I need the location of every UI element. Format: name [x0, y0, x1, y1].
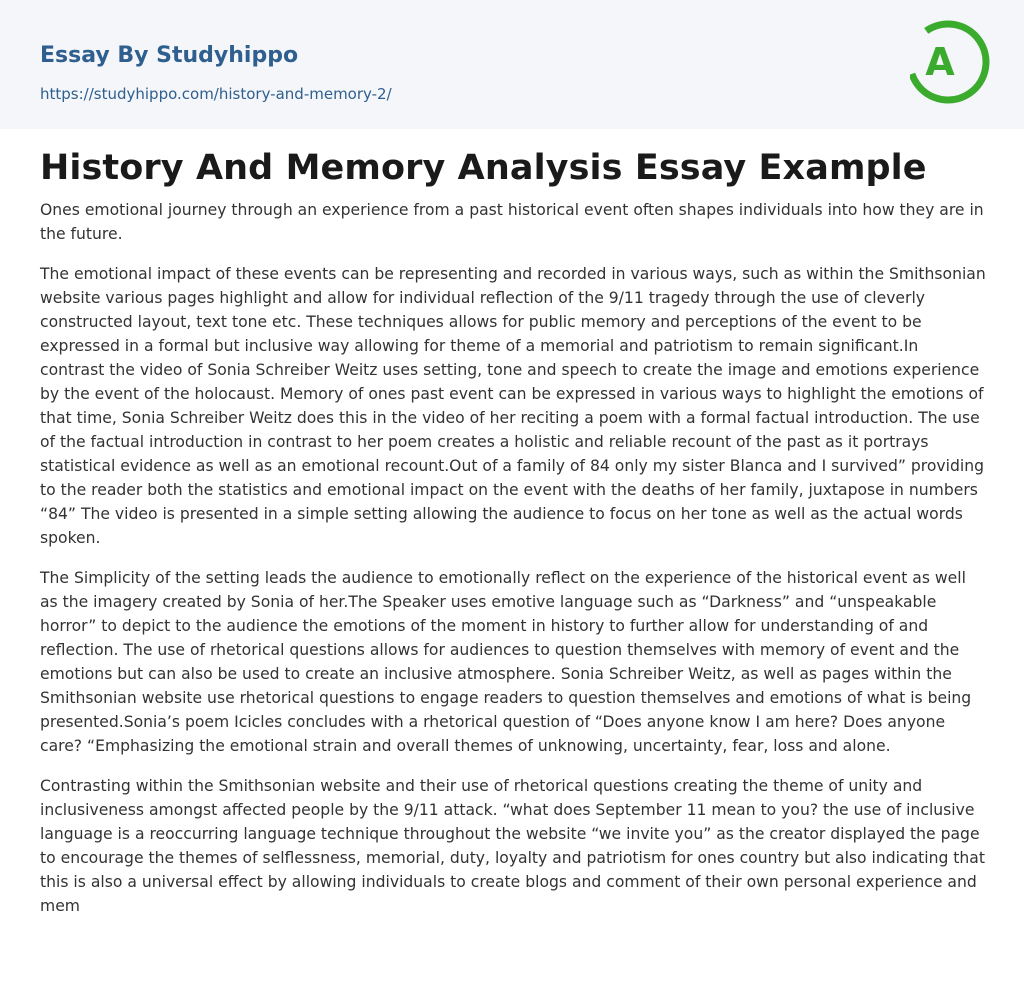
site-title[interactable]: Essay By Studyhippo: [40, 43, 299, 68]
essay-paragraph: Ones emotional journey through an experience from a past historical event often shapes individuals into how they are in the future.: [40, 201, 984, 243]
logo-letter: A: [925, 40, 955, 84]
essay-paragraph: Contrasting within the Smithsonian website and their use of rhetorical questions creating the theme of unity and inclusiveness amongst affected people by the 9/11 attack. “what does September 11 mean to you? the use of inclusive language is a reoccurring language technique throughout the website “we invite you” as the creator displayed the page to encourage the themes of selflessness, memorial, duty, loyalty and patriotism for ones country but also indicating that this is also a universal effect by allowing individuals to create blogs and comment of their own personal experience and mem: [40, 777, 985, 915]
source-url-link[interactable]: https://studyhippo.com/history-and-memory-2/: [40, 85, 392, 103]
page-title: History And Memory Analysis Essay Example: [40, 148, 927, 188]
essay-paragraph: The Simplicity of the setting leads the audience to emotionally reflect on the experience of the historical event as well as the imagery created by Sonia of her.The Speaker uses emotive language such as “Darkness” and “unspeakable horror” to depict to the audience the emotions of the moment in history to further allow for understanding of and reflection. The use of rhetorical questions allows for audiences to question themselves with memory of event and the emotions but can also be used to create an inclusive atmosphere. Sonia Schreiber Weitz, as well as pages within the Smithsonian website use rhetorical questions to engage readers to question themselves and emotions of what is being presented.Sonia’s poem Icicles concludes with a rhetorical question of “Does anyone know I am here? Does anyone care? “Emphasizing the emotional strain and overall themes of unknowing, uncertainty, fear, loss and alone.: [40, 569, 972, 755]
essay-paragraph: The emotional impact of these events can be representing and recorded in various ways, such as within the Smithsonian website various pages highlight and allow for individual reflection of the 9/11 tragedy through the use of cleverly constructed layout, text tone etc. These techniques allows for public memory and perceptions of the event to be expressed in a formal but inclusive way allowing for theme of a memorial and patriotism to remain significant.In contrast the video of Sonia Schreiber Weitz uses setting, tone and speech to create the image and emotions experience by the event of the holocaust. Memory of ones past event can be expressed in various ways to highlight the emotions of that time, Sonia Schreiber Weitz does this in the video of her reciting a poem with a formal factual introduction. The use of the factual introduction in contrast to her poem creates a holistic and reliable recount of the past as it portrays statistical evidence as well as an emotional recount.Out of a family of 84 only my sister Blanca and I survived” providing to the reader both the statistics and emotional impact on the event with the deaths of her family, juxtapose in numbers “84” The video is presented in a simple setting allowing the audience to focus on her tone as well as the actual words spoken.: [40, 265, 986, 547]
